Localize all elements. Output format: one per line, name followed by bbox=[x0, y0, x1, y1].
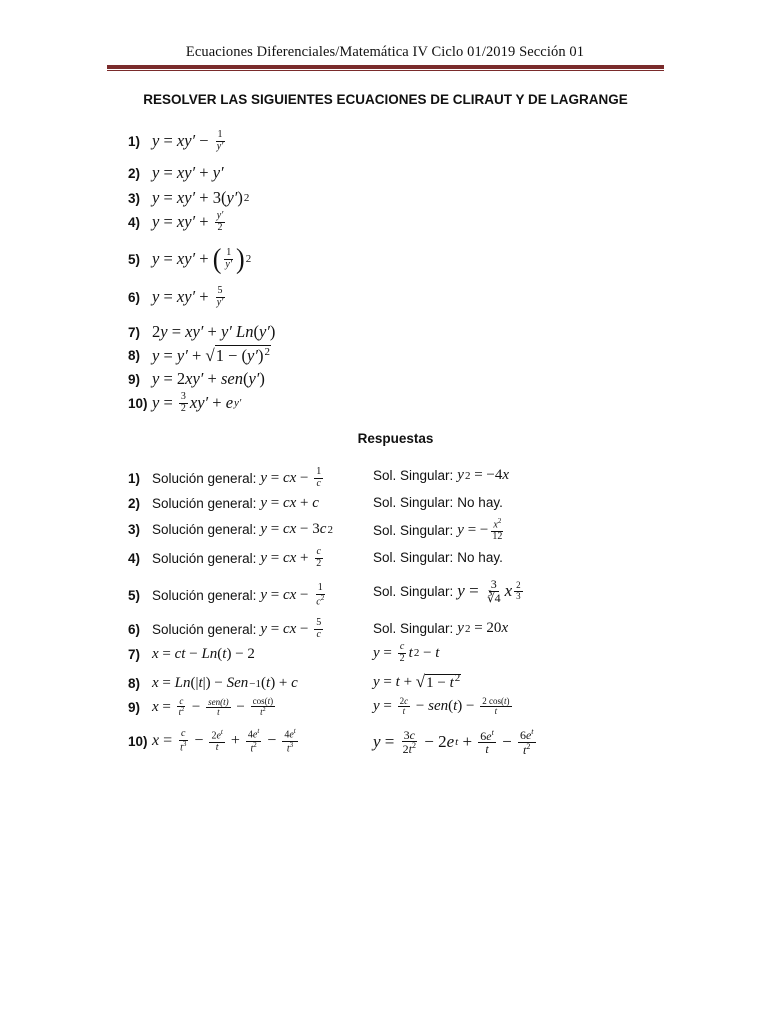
answer-singular: Sol. Singular: y = $\frac{3}{∛4}$ x $\frac{2}{3}$ bbox=[373, 577, 521, 605]
answer-general: 6) Solución general: y = cx − $\frac{5}{c}$ bbox=[128, 617, 322, 640]
answer-singular: y = $\frac{c}{2}$ t 2 − t bbox=[373, 641, 440, 664]
problem-equation: y = xy′ + y′ bbox=[152, 163, 224, 182]
problem-item: 4) y = xy′ + $\frac{y'}{2}$ bbox=[128, 211, 227, 233]
answer-singular: y = $\frac{3c}{2t^2}$ − 2 e t + $\frac{6e^t}{t}$ − $\frac{6e^t}{t^2}$ bbox=[373, 727, 534, 757]
answer-general: 10) x = $\frac{c}{t^3}$ − $\frac{2e^t}{t}$ + $\frac{4e^t}{t^2}$ − $\frac{4e^t}{t^3}$ bbox=[128, 727, 296, 755]
problem-equation: y = xy′ − $\frac{1}{y'}$ bbox=[152, 129, 224, 152]
header-rule-thin bbox=[107, 70, 664, 71]
problem-equation: y = $\frac{3}{2}$ xy′ + e y′ bbox=[152, 391, 242, 414]
answer-general: 2) Solución general: y = cx + c bbox=[128, 495, 319, 511]
answer-singular: Sol. Singular: y = − $\frac{x^2}{12}$ bbox=[373, 517, 503, 542]
header-rule bbox=[107, 65, 664, 69]
answer-singular: Sol. Singular: y 2 = 20 x bbox=[373, 620, 509, 636]
answer-general: 8) x = Ln (| t |) − Sen −1 ( t ) + c bbox=[128, 675, 298, 691]
answer-general: 7) x = ct − Ln ( t ) − 2 bbox=[128, 646, 255, 662]
section-title: Respuestas bbox=[357, 431, 434, 446]
problem-item: 9) y = 2 xy′ + sen ( y′ ) bbox=[128, 369, 265, 388]
problem-item: 1) y = xy′ − $\frac{1}{y'}$ bbox=[128, 130, 227, 152]
problem-equation: y = xy′ + ( $\frac{1}{y'}$ ) 2 bbox=[152, 242, 252, 275]
answer-general: 5) Solución general: y = cx − $\frac{1}{c^2}$ bbox=[128, 582, 325, 607]
page-title: RESOLVER LAS SIGUIENTES ECUACIONES DE CLIRAUT Y DE LAGRANGE bbox=[143, 92, 628, 107]
answer-general: 3) Solución general: y = cx − 3 c 2 bbox=[128, 521, 333, 537]
problem-equation: y = xy′ + $\frac{5}{y'}$ bbox=[152, 285, 224, 308]
answer-general: 4) Solución general: y = cx + $\frac{c}{2}$ bbox=[128, 546, 322, 569]
problem-equation: y = y′ + √ $1 - (y')^2$ bbox=[152, 345, 270, 365]
problem-equation: 2 y = xy′ + y′ Ln ( y′ ) bbox=[152, 322, 276, 341]
answer-singular: Sol. Singular: No hay. bbox=[373, 495, 503, 510]
answer-singular: Sol. Singular: y 2 = −4 x bbox=[373, 467, 510, 483]
problem-equation: y = xy′ + $\frac{y'}{2}$ bbox=[152, 210, 224, 233]
answer-singular: Sol. Singular: No hay. bbox=[373, 550, 503, 565]
problem-equation: y = xy′ + 3( y′ ) 2 bbox=[152, 188, 250, 207]
problem-item: 3) y = xy′ + 3( y′ ) 2 bbox=[128, 188, 250, 207]
problem-equation: y = 2 xy′ + sen ( y′ ) bbox=[152, 369, 265, 388]
answer-singular: y = $\frac{2c}{t}$ − sen ( t ) − $\frac{2 \cos(t)}{t}$ bbox=[373, 696, 510, 717]
answer-singular: y = t + √ $1 - t^2$ bbox=[373, 672, 461, 691]
problem-item: 5) y = xy′ + ( $\frac{1}{y'}$ ) 2 bbox=[128, 242, 252, 275]
problem-item: 6) y = xy′ + $\frac{5}{y'}$ bbox=[128, 286, 227, 308]
problem-item: 8) y = y′ + √ $1 - (y')^2$ bbox=[128, 345, 270, 365]
problem-item: 10) y = $\frac{3}{2}$ xy′ + e y′ bbox=[128, 391, 242, 414]
problem-item: 2) y = xy′ + y′ bbox=[128, 163, 224, 182]
answer-general: 9) x = $\frac{c}{t^2}$ − $\frac{\text{sen(t)}}{t}$ − $\frac{\cos(t)}{t^2}$ bbox=[128, 696, 274, 718]
answer-general: 1) Solución general: y = cx − $\frac{1}{c}$ bbox=[128, 466, 322, 489]
page-header: Ecuaciones Diferenciales/Matemática IV Ciclo 01/2019 Sección 01 bbox=[185, 44, 585, 60]
problem-item: 7) 2 y = xy′ + y′ Ln ( y′ ) bbox=[128, 322, 276, 341]
